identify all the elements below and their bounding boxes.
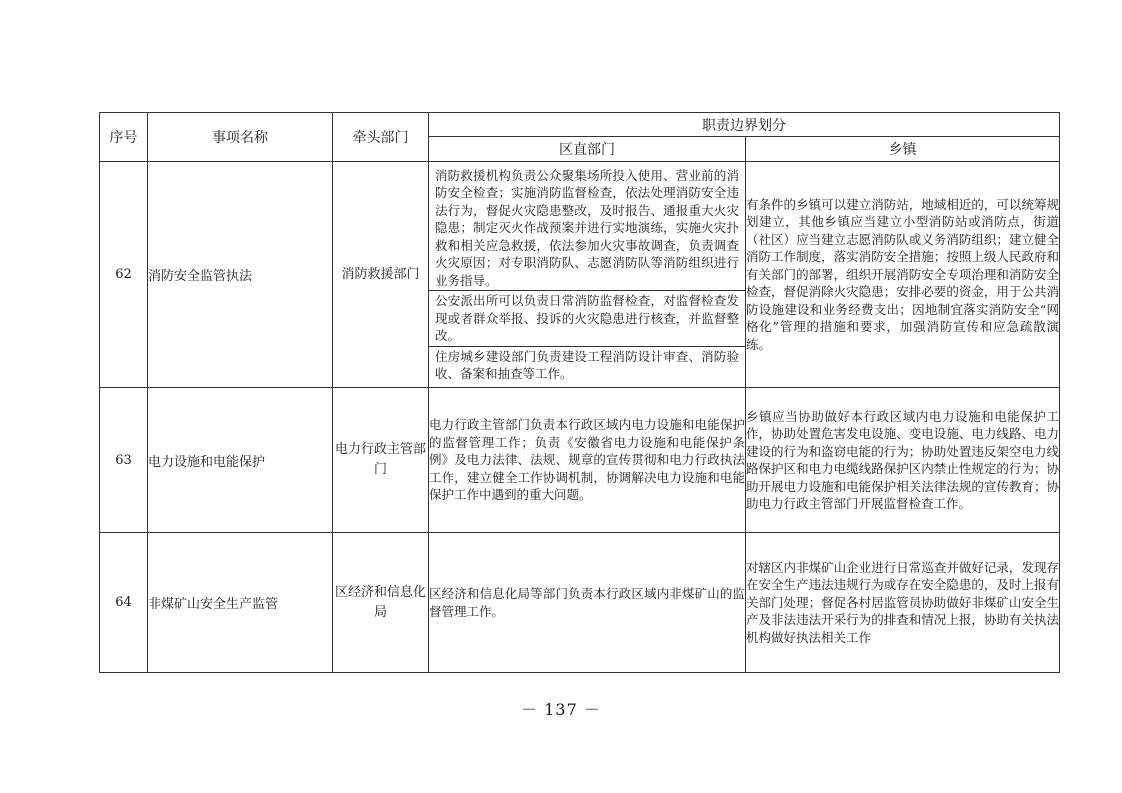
row-number: 62 [100, 162, 148, 388]
header-district: 区直部门 [429, 137, 746, 162]
table-row [100, 533, 1060, 673]
page-number: － 137 － [521, 700, 601, 719]
district-duty-housing: 住房城乡建设部门负责建设工程消防设计审查、消防验收、备案和抽查等工作。 [435, 348, 739, 381]
row-lead-dept: 消防救援部门 [333, 162, 429, 388]
row-district-duties: 区经济和信息化局等部门负责本行政区域内非煤矿山的监督管理工作。 [429, 533, 746, 673]
row-district-duties: 电力行政主管部门负责本行政区域内电力设施和电能保护的监督管理工作；负责《安徽省电力设施和电能保护条例》及电力法律、法规、规章的宣传贯彻和电力行政执法工作，建立健全工作协调机制，协调解决电力设施和电能保护工作中遇到的重大问题。 [429, 388, 746, 533]
row-item-name: 消防安全监管执法 [148, 162, 333, 388]
district-duty-police: 公安派出所可以负责日常消防监督检查，对监督检查发现或者群众举报、投诉的火灾隐患进行核查，并监督整改。 [429, 291, 745, 347]
row-lead-dept: 区经济和信息化局 [333, 533, 429, 673]
row-item-name: 非煤矿山安全生产监管 [148, 533, 333, 673]
header-boundary: 职责边界划分 [429, 113, 1060, 137]
row-number: 64 [100, 533, 148, 673]
header-row [100, 113, 1060, 137]
header-town: 乡镇 [746, 137, 1060, 162]
duty-boundary-table [99, 112, 1060, 673]
header-item: 事项名称 [148, 113, 333, 162]
header-lead: 牵头部门 [333, 113, 429, 162]
row-lead-dept: 电力行政主管部门 [333, 388, 429, 533]
row-district-duties [429, 162, 746, 388]
table-row [100, 388, 1060, 533]
row-number: 63 [100, 388, 148, 533]
row-item-name: 电力设施和电能保护 [148, 388, 333, 533]
header-no: 序号 [100, 113, 148, 162]
row-town-duties: 对辖区内非煤矿山企业进行日常巡查并做好记录，发现存在安全生产违法违规行为或存在安全隐患的，及时上报有关部门处理；督促各村居监管员协助做好非煤矿山安全生产及非法违法开采行为的排查和情况上报，协助有关执法机构做好执法相关工作 [746, 533, 1060, 673]
table-row [100, 162, 1060, 388]
row-town-duties: 有条件的乡镇可以建立消防站，地域相近的，可以统筹规划建立，其他乡镇应当建立小型消防站或消防点，街道（社区）应当建立志愿消防队或义务消防组织；建立健全消防工作制度，落实消防安全措施；按照上级人民政府和有关部门的部署，组织开展消防安全专项治理和消防安全检查，督促消除火灾隐患；安排必要的资金，用于公共消防设施建设和业务经费支出；因地制宜落实消防安全“网格化”管理的措施和要求，加强消防宣传和应急疏散演练。 [746, 162, 1060, 388]
district-duty-fire-rescue: 消防救援机构负责公众聚集场所投入使用、营业前的消防安全检查；实施消防监督检查，依法处理消防安全违法行为，督促火灾隐患整改，及时报告、通报重大火灾隐患；制定灭火作战预案并进行实地演练，实施火灾扑救和相关应急救援，依法参加火灾事故调查，负责调查火灾原因；对专职消防队、志愿消防队等消防组织进行业务指导。 [429, 166, 745, 292]
row-town-duties: 乡镇应当协助做好本行政区域内电力设施和电能保护工作，协助处置危害发电设施、变电设施、电力线路、电力建设的行为和盗窃电能的行为；协助处置违反架空电力线路保护区和电力电缆线路保护区内禁止性规定的行为；协助开展电力设施和电能保护相关法律法规的宣传教育；协助电力行政主管部门开展监督检查工作。 [746, 388, 1060, 533]
